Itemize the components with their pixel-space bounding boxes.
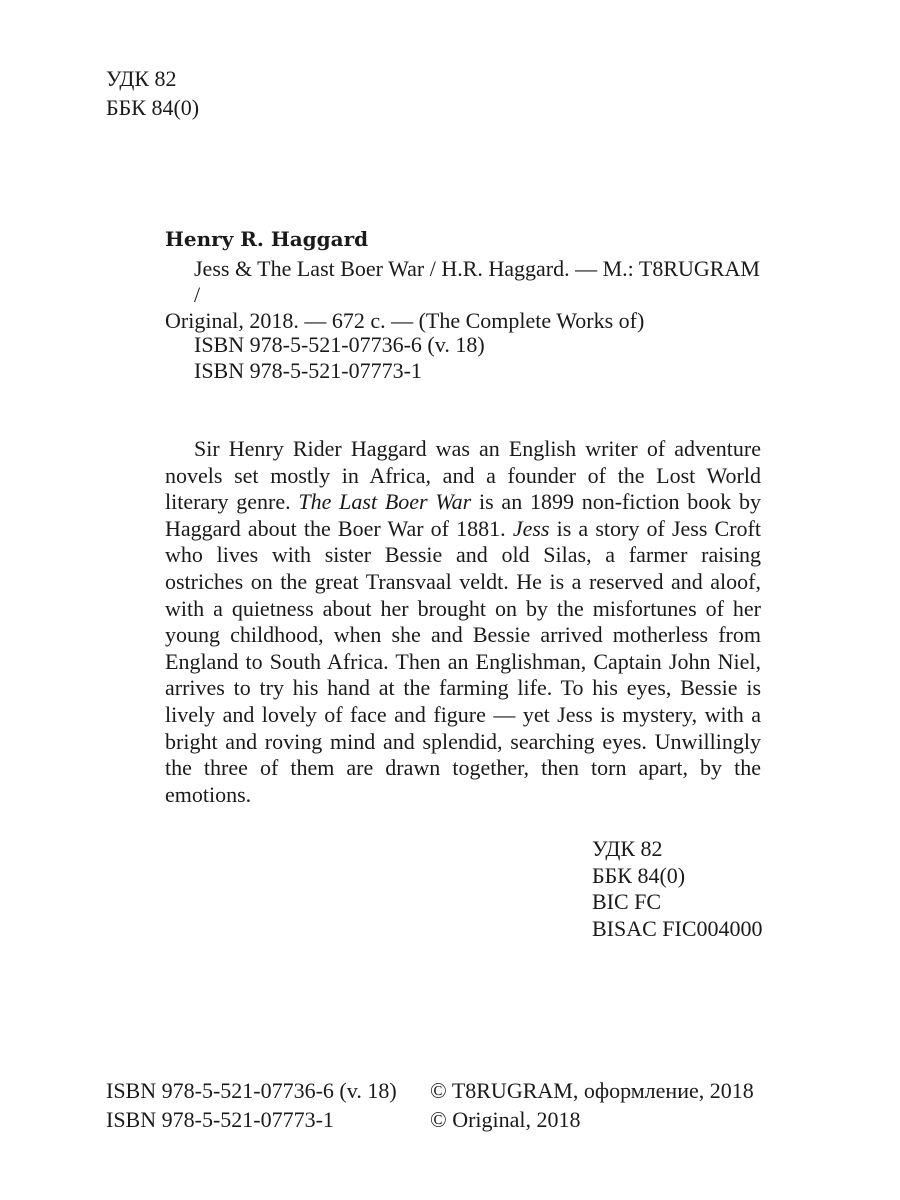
author-name: Henry R. Haggard [165, 227, 369, 251]
description-text: is a story of Jess Croft who lives with sister Bessie and old Silas, a farmer raising ostriches on the great Transvaal veldt. He is a reserved and aloof, with a quietness about her brought on by the misfortunes of her young childhood, when she and Bessie arrived motherless from England to South Africa. Then an Englishman, Captain John Niel, arrives to try his hand at the farming life. To his eyes, Bessie is lively and lovely of face and figure — yet Jess is mystery, with a bright and roving mind and splendid, searching eyes. Unwillingly the three of them are drawn together, then torn apart, by the emotions. [165, 515, 761, 807]
copyright-line: © T8RUGRAM, оформление, 2018 [430, 1078, 754, 1103]
book-description [165, 436, 761, 808]
copyright-line: © Original, 2018 [430, 1107, 581, 1132]
footer-isbn: ISBN 978-5-521-07773-1 [106, 1107, 334, 1132]
footer-copyrights [430, 1076, 754, 1134]
catalog-line-1: Jess & The Last Boer War / H.R. Haggard. — M.: T8RUGRAM / [194, 256, 760, 307]
description-title: The Last Boer War [298, 489, 472, 515]
description-title: Jess [512, 515, 550, 541]
footer-isbn: ISBN 978-5-521-07736-6 (v. 18) [106, 1078, 397, 1103]
catalog-isbns [194, 332, 485, 384]
description-text: is an 1899 non-fiction book by Haggard about the Boer War of 1881. [165, 489, 761, 541]
footer-isbns [106, 1076, 397, 1134]
classification-codes [592, 836, 763, 942]
catalog-isbn: ISBN 978-5-521-07773-1 [194, 358, 422, 383]
classification-code: BIC FC [592, 889, 662, 914]
catalog-line-2: Original, 2018. — 672 c. — (The Complete Works of) [165, 308, 645, 333]
header-bbk: ББК 84(0) [106, 95, 200, 120]
catalog-isbn: ISBN 978-5-521-07736-6 (v. 18) [194, 332, 485, 357]
classification-code: ББК 84(0) [592, 862, 686, 888]
description-text: Sir Henry Rider Haggard was an English writer of adventure novels set mostly in Africa, and a founder of the Lost World literary genre. [165, 436, 761, 515]
classification-code: УДК 82 [592, 836, 663, 861]
catalog-entry [165, 256, 761, 334]
header-udk: УДК 82 [106, 66, 177, 91]
classification-code: BISAC FIC004000 [592, 915, 763, 941]
